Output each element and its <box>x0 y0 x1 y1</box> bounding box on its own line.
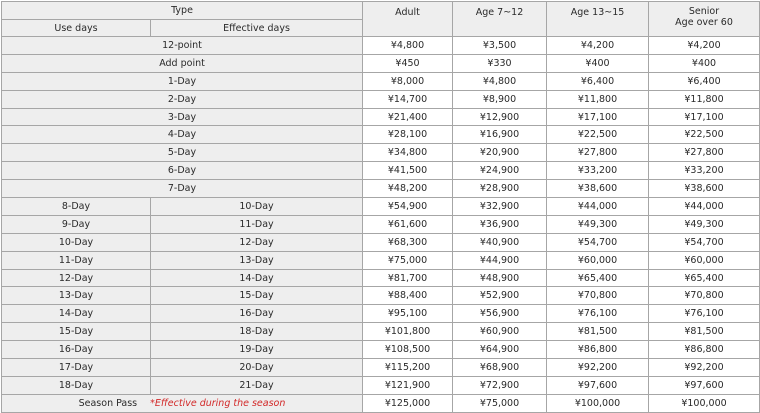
age-13-15-price: ¥44,000 <box>547 198 649 216</box>
age-7-12-price: ¥16,900 <box>453 126 547 144</box>
age-7-12-price: ¥52,900 <box>453 287 547 305</box>
type-cell: 12-point <box>2 37 363 55</box>
senior-price: ¥97,600 <box>649 376 760 394</box>
adult-price: ¥95,100 <box>363 305 453 323</box>
effective-days-cell: 13-Day <box>151 251 363 269</box>
table-row <box>2 54 760 72</box>
senior-price: ¥400 <box>649 54 760 72</box>
effective-days-cell: 12-Day <box>151 233 363 251</box>
adult-price: ¥28,100 <box>363 126 453 144</box>
age-13-15-price: ¥38,600 <box>547 180 649 198</box>
senior-price: ¥49,300 <box>649 215 760 233</box>
age-13-15-price: ¥4,200 <box>547 37 649 55</box>
senior-price: ¥17,100 <box>649 108 760 126</box>
effective-days-header: Effective days <box>151 20 363 37</box>
adult-price: ¥115,200 <box>363 359 453 377</box>
table-row <box>2 126 760 144</box>
adult-price: ¥108,500 <box>363 341 453 359</box>
adult-price: ¥75,000 <box>363 251 453 269</box>
table-row <box>2 305 760 323</box>
senior-price: ¥4,200 <box>649 37 760 55</box>
senior-price: ¥86,800 <box>649 341 760 359</box>
adult-price: ¥8,000 <box>363 72 453 90</box>
adult-price: ¥21,400 <box>363 108 453 126</box>
season-pass-adult: ¥125,000 <box>363 394 453 412</box>
price-table <box>1 1 760 413</box>
adult-price: ¥48,200 <box>363 180 453 198</box>
age-13-15-price: ¥54,700 <box>547 233 649 251</box>
age-13-15-price: ¥33,200 <box>547 162 649 180</box>
use-days-cell: 18-Day <box>2 376 151 394</box>
effective-days-cell: 14-Day <box>151 269 363 287</box>
season-pass-age-13-15: ¥100,000 <box>547 394 649 412</box>
age-13-15-price: ¥22,500 <box>547 126 649 144</box>
season-pass-note: *Effective during the season <box>150 397 286 409</box>
senior-price: ¥54,700 <box>649 233 760 251</box>
adult-price: ¥101,800 <box>363 323 453 341</box>
adult-price: ¥14,700 <box>363 90 453 108</box>
header-row-1 <box>2 2 760 20</box>
table-row <box>2 180 760 198</box>
age-7-12-price: ¥12,900 <box>453 108 547 126</box>
season-pass-age-7-12: ¥75,000 <box>453 394 547 412</box>
type-cell: 6-Day <box>2 162 363 180</box>
senior-header-line1: Senior <box>688 6 720 17</box>
adult-price: ¥54,900 <box>363 198 453 216</box>
table-row <box>2 37 760 55</box>
senior-price: ¥92,200 <box>649 359 760 377</box>
use-days-cell: 16-Day <box>2 341 151 359</box>
adult-price: ¥88,400 <box>363 287 453 305</box>
effective-days-cell: 15-Day <box>151 287 363 305</box>
table-row <box>2 359 760 377</box>
adult-price: ¥81,700 <box>363 269 453 287</box>
age-7-12-price: ¥28,900 <box>453 180 547 198</box>
table-row <box>2 108 760 126</box>
age-7-12-price: ¥60,900 <box>453 323 547 341</box>
adult-price: ¥68,300 <box>363 233 453 251</box>
age-7-12-price: ¥20,900 <box>453 144 547 162</box>
type-cell: 1-Day <box>2 72 363 90</box>
effective-days-cell: 21-Day <box>151 376 363 394</box>
age-7-12-price: ¥48,900 <box>453 269 547 287</box>
age-7-12-header: Age 7~12 <box>453 2 547 37</box>
age-13-15-price: ¥70,800 <box>547 287 649 305</box>
age-7-12-price: ¥32,900 <box>453 198 547 216</box>
table-row <box>2 215 760 233</box>
adult-price: ¥34,800 <box>363 144 453 162</box>
age-13-15-price: ¥400 <box>547 54 649 72</box>
senior-price: ¥33,200 <box>649 162 760 180</box>
age-13-15-price: ¥49,300 <box>547 215 649 233</box>
type-cell: 5-Day <box>2 144 363 162</box>
effective-days-cell: 18-Day <box>151 323 363 341</box>
age-7-12-price: ¥4,800 <box>453 72 547 90</box>
table-row <box>2 269 760 287</box>
age-13-15-price: ¥92,200 <box>547 359 649 377</box>
age-7-12-price: ¥24,900 <box>453 162 547 180</box>
adult-price: ¥61,600 <box>363 215 453 233</box>
age-13-15-price: ¥27,800 <box>547 144 649 162</box>
type-cell: 4-Day <box>2 126 363 144</box>
senior-price: ¥60,000 <box>649 251 760 269</box>
age-13-15-price: ¥81,500 <box>547 323 649 341</box>
adult-price: ¥121,900 <box>363 376 453 394</box>
use-days-cell: 17-Day <box>2 359 151 377</box>
type-header: Type <box>2 2 363 20</box>
senior-price: ¥44,000 <box>649 198 760 216</box>
age-7-12-price: ¥3,500 <box>453 37 547 55</box>
table-row <box>2 251 760 269</box>
adult-price: ¥41,500 <box>363 162 453 180</box>
age-13-15-price: ¥17,100 <box>547 108 649 126</box>
season-pass-cell <box>2 394 363 412</box>
use-days-cell: 11-Day <box>2 251 151 269</box>
senior-price: ¥38,600 <box>649 180 760 198</box>
senior-price: ¥65,400 <box>649 269 760 287</box>
table-row <box>2 72 760 90</box>
use-days-cell: 9-Day <box>2 215 151 233</box>
use-days-cell: 15-Day <box>2 323 151 341</box>
type-cell: 2-Day <box>2 90 363 108</box>
senior-price: ¥27,800 <box>649 144 760 162</box>
age-7-12-price: ¥36,900 <box>453 215 547 233</box>
age-13-15-price: ¥6,400 <box>547 72 649 90</box>
use-days-header: Use days <box>2 20 151 37</box>
adult-price: ¥450 <box>363 54 453 72</box>
use-days-cell: 13-Day <box>2 287 151 305</box>
table-row <box>2 198 760 216</box>
age-7-12-price: ¥64,900 <box>453 341 547 359</box>
table-row <box>2 233 760 251</box>
senior-header <box>649 2 760 37</box>
age-7-12-price: ¥72,900 <box>453 376 547 394</box>
senior-header-line2: Age over 60 <box>675 17 733 28</box>
age-13-15-price: ¥65,400 <box>547 269 649 287</box>
use-days-cell: 10-Day <box>2 233 151 251</box>
effective-days-cell: 19-Day <box>151 341 363 359</box>
age-13-15-price: ¥11,800 <box>547 90 649 108</box>
effective-days-cell: 11-Day <box>151 215 363 233</box>
senior-price: ¥6,400 <box>649 72 760 90</box>
adult-header: Adult <box>363 2 453 37</box>
age-7-12-price: ¥8,900 <box>453 90 547 108</box>
use-days-cell: 8-Day <box>2 198 151 216</box>
age-7-12-price: ¥44,900 <box>453 251 547 269</box>
adult-price: ¥4,800 <box>363 37 453 55</box>
senior-price: ¥11,800 <box>649 90 760 108</box>
type-cell: 3-Day <box>2 108 363 126</box>
senior-price: ¥70,800 <box>649 287 760 305</box>
age-7-12-price: ¥68,900 <box>453 359 547 377</box>
age-13-15-price: ¥76,100 <box>547 305 649 323</box>
effective-days-cell: 16-Day <box>151 305 363 323</box>
table-row <box>2 287 760 305</box>
table-row <box>2 162 760 180</box>
senior-price: ¥81,500 <box>649 323 760 341</box>
age-7-12-price: ¥330 <box>453 54 547 72</box>
age-13-15-price: ¥97,600 <box>547 376 649 394</box>
age-7-12-price: ¥40,900 <box>453 233 547 251</box>
type-cell: 7-Day <box>2 180 363 198</box>
season-pass-row <box>2 394 760 412</box>
table-row <box>2 144 760 162</box>
age-7-12-price: ¥56,900 <box>453 305 547 323</box>
use-days-cell: 14-Day <box>2 305 151 323</box>
season-pass-senior: ¥100,000 <box>649 394 760 412</box>
type-cell: Add point <box>2 54 363 72</box>
table-row <box>2 341 760 359</box>
age-13-15-price: ¥86,800 <box>547 341 649 359</box>
senior-price: ¥76,100 <box>649 305 760 323</box>
effective-days-cell: 20-Day <box>151 359 363 377</box>
effective-days-cell: 10-Day <box>151 198 363 216</box>
use-days-cell: 12-Day <box>2 269 151 287</box>
table-row <box>2 323 760 341</box>
age-13-15-price: ¥60,000 <box>547 251 649 269</box>
table-row <box>2 376 760 394</box>
senior-price: ¥22,500 <box>649 126 760 144</box>
season-pass-label: Season Pass <box>78 397 138 409</box>
age-13-15-header: Age 13~15 <box>547 2 649 37</box>
table-row <box>2 90 760 108</box>
